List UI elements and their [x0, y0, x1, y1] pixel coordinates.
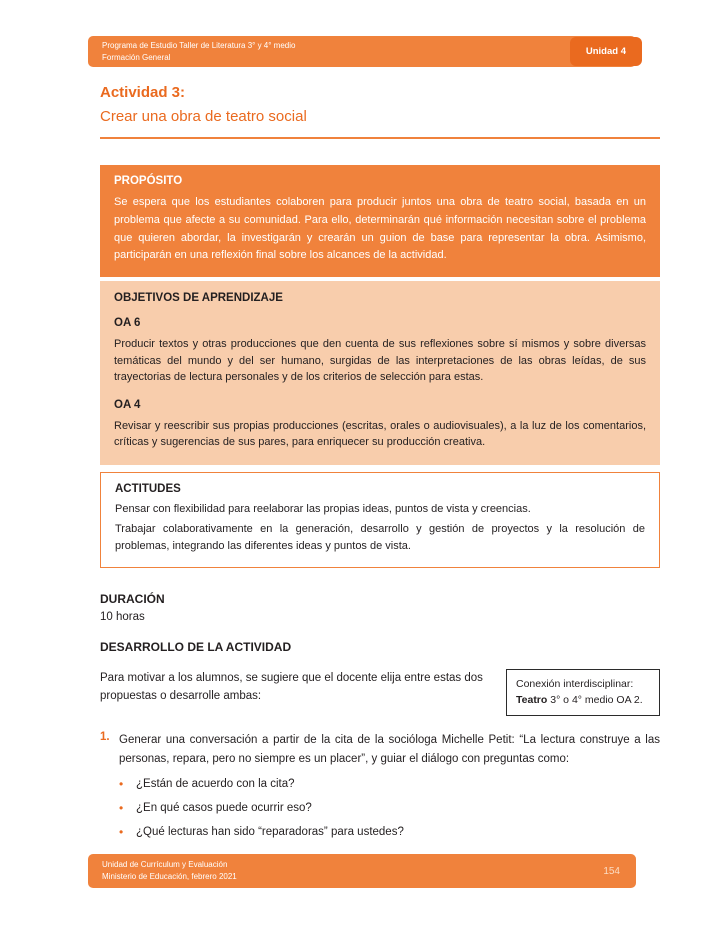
duracion-heading: DURACIÓN — [100, 591, 165, 606]
numbered-item-1 — [100, 731, 660, 768]
page-content — [100, 84, 660, 847]
intro-paragraph: Para motivar a los alumnos, se sugiere que el docente elija entre estas dos propuestas o desarrolle ambas: — [100, 671, 483, 703]
bullet-item — [119, 776, 660, 793]
objetivos-heading: OBJETIVOS DE APRENDIZAJE — [114, 292, 283, 305]
objetivos-box — [100, 281, 660, 465]
actitudes-box — [100, 472, 660, 568]
bullet-text: ¿Están de acuerdo con la cita? — [136, 778, 295, 791]
desarrollo-heading: DESARROLLO DE LA ACTIVIDAD — [100, 639, 292, 654]
bullet-item — [119, 824, 660, 841]
proposito-heading: PROPÓSITO — [114, 175, 183, 187]
proposito-body: Se espera que los estudiantes colaboren para producir juntos una obra de teatro social, basada en un problema que afecte a su comunidad. Para ello, determinarán qué información necesitan sobre el problema que quieren abordar, la investigarán y crearán un guion de base para representar la obra. Asimismo, participarán en una reflexión final sobre los alcances de la actividad. — [114, 196, 646, 262]
oa4-code: OA 4 — [114, 398, 141, 411]
duracion-value: 10 horas — [100, 610, 145, 623]
header-program-info — [88, 40, 295, 63]
actitudes-line-2: Trabajar colaborativamente en la generación, desarrollo y gestión de proyectos y la resolución de problemas, integrando las diferentes ideas y puntos de vista. — [115, 522, 645, 552]
question-bullet-list — [119, 776, 660, 840]
oa4-text: Revisar y reescribir sus propias producciones (escritas, orales o audiovisuales), a la luz de los comentarios, críticas y sugerencias de sus pares, para enriquecer su producción creativa. — [114, 419, 646, 449]
actitudes-line-1: Pensar con flexibilidad para reelaborar las propias ideas, puntos de vista y creencias. — [115, 502, 531, 515]
oa6-text: Producir textos y otras producciones que den cuenta de sus reflexiones sobre sí mismos y sobre diversas temáticas del mundo y del ser humano, surgidas de las interpretaciones de las obras leídas, de sus trayectorias de lectura personales y de los criterios de selección para estas. — [114, 338, 646, 384]
intro-row — [100, 669, 660, 717]
page-number: 154 — [603, 865, 620, 877]
bullet-dot-icon: • — [119, 824, 124, 839]
header-bar — [88, 36, 636, 67]
item-text: Generar una conversación a partir de la cita de la socióloga Michelle Petit: “La lectura construye a las personas, repara, pero no siempre es un placer”, y guiar el diálogo con preguntas como: — [119, 734, 660, 765]
proposito-box — [100, 165, 660, 277]
actitudes-heading: ACTITUDES — [115, 482, 181, 495]
bullet-dot-icon: • — [119, 777, 124, 792]
connection-label: Conexión interdisciplinar: — [516, 677, 634, 690]
duracion-section — [100, 592, 660, 623]
footer-line2: Ministerio de Educación, febrero 2021 — [102, 872, 237, 881]
connection-detail: 3° o 4° medio OA 2. — [547, 693, 643, 706]
header-program-line2: Formación General — [102, 52, 171, 62]
connection-subject: Teatro — [516, 693, 548, 706]
footer-info — [102, 859, 237, 883]
oa6-code: OA 6 — [114, 317, 141, 330]
bullet-text: ¿En qué casos puede ocurrir eso? — [136, 801, 312, 814]
bullet-text: ¿Qué lecturas han sido “reparadoras” para ustedes? — [136, 825, 404, 838]
header-program-line1: Programa de Estudio Taller de Literatura 3° y 4° medio — [102, 40, 296, 50]
bullet-item — [119, 800, 660, 817]
connection-box — [506, 669, 660, 717]
activity-title: Actividad 3: — [100, 84, 186, 101]
item-number: 1. — [100, 731, 110, 744]
unit-badge: Unidad 4 — [570, 37, 642, 66]
footer-bar — [88, 854, 636, 888]
activity-subtitle: Crear una obra de teatro social — [100, 108, 307, 125]
title-divider — [100, 137, 660, 139]
footer-line1: Unidad de Currículum y Evaluación — [102, 860, 228, 869]
bullet-dot-icon: • — [119, 800, 124, 815]
